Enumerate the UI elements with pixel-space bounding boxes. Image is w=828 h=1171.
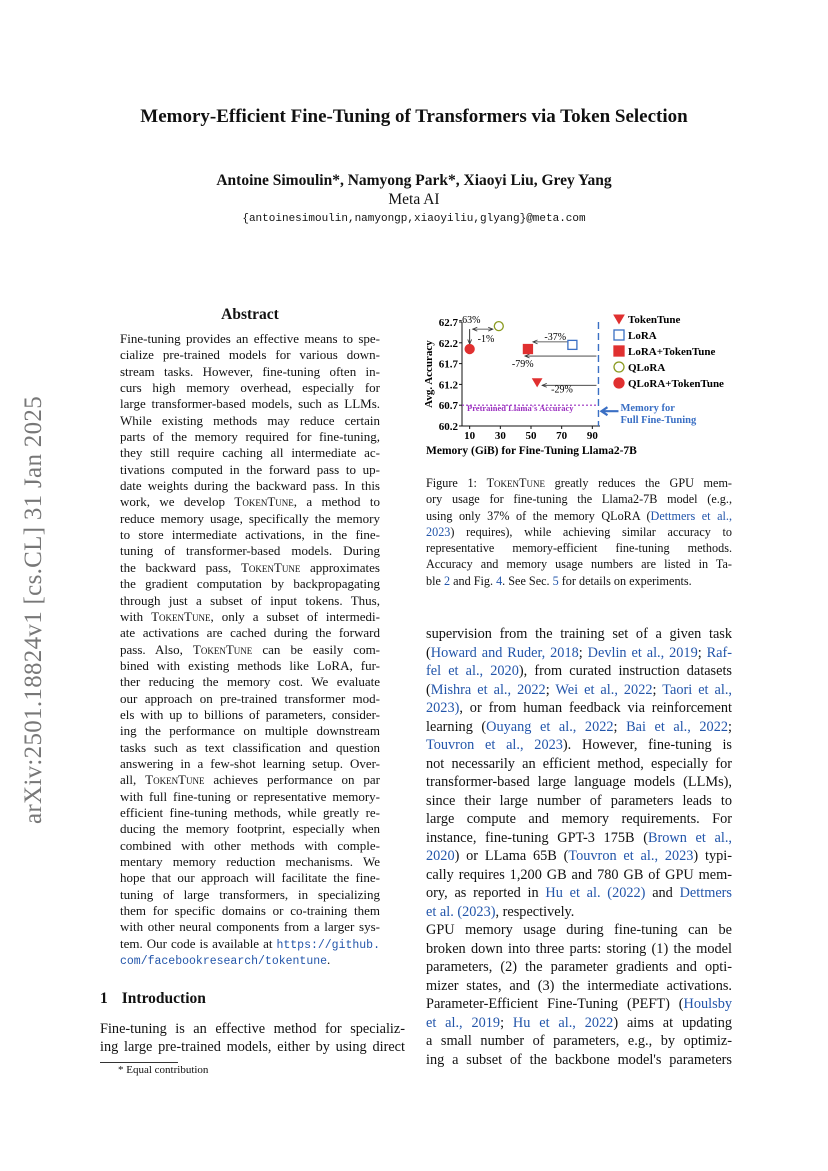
abstract-line: curs high memory overhead, especially for (120, 380, 380, 396)
arxiv-identifier: arXiv:2501.18824v1 [cs.CL] 31 Jan 2025 (20, 395, 47, 825)
reference-line-label: Pretrained Llama's Accuracy (467, 403, 574, 414)
legend-label: QLoRA+TokenTune (628, 378, 724, 390)
author-list: Antoine Simoulin*, Namyong Park*, Xiaoyi Liu, Grey Yang (216, 172, 612, 189)
paper-title: Memory-Efficient Fine-Tuning of Transformers via Token Selection (140, 106, 688, 127)
annotation-label: -63% (458, 315, 481, 327)
section-number: 1 (100, 990, 108, 1007)
legend-label: QLoRA (628, 362, 666, 374)
body-line: et al., 2019; Hu et al., 2022) aims at updating (426, 1014, 733, 1031)
abstract-line: answering in a few-shot learning setup. Over- (120, 755, 380, 771)
x-tick-label: 10 (464, 430, 476, 442)
body-line: a small number of parameters, e.g., by optimiz- (426, 1033, 732, 1049)
body-line: ing a subset of the backbone model's parameters (426, 1051, 732, 1068)
abstract-line: ducing the memory footprint, especially when (120, 821, 380, 837)
body-line: 2023), or from human feedback via reinforcement (426, 700, 732, 716)
caption-line: representative memory-efficient fine-tuning methods. (426, 541, 732, 556)
abstract-body (120, 331, 380, 968)
y-tick-label: 60.7 (438, 400, 458, 413)
abstract-line: the gradient computation by backpropagating (120, 576, 380, 592)
abstract-line: them for specific domains or co-training them (120, 903, 380, 919)
abstract-line: with other neural components from a larger sys- (120, 919, 380, 935)
body-line: Parameter-Efficient Fine-Tuning (PEFT) (Houlsby (426, 996, 732, 1012)
abstract-line: cialize pre-trained models for various down- (120, 347, 380, 363)
caption-line: using only 37% of the memory QLoRA (Dettmers et al., (426, 508, 732, 523)
abstract-line: tasks such as text classification and question (120, 739, 380, 755)
abstract-line: While existing methods may reduce certain (120, 412, 380, 428)
abstract-line: ther reducing the memory cost. We evaluate (120, 674, 380, 690)
abstract-line: tuning of transformer-based models. During (120, 543, 380, 559)
y-axis-label: Avg. Accuracy (423, 340, 435, 408)
figure-1 (420, 310, 736, 460)
abstract-line: reduce memory usage, specifically the memory (120, 510, 380, 526)
y-tick-label: 61.2 (438, 379, 458, 392)
full-finetune-arrow (601, 407, 618, 415)
abstract-line: Fine-tuning provides an effective means to spe- (120, 331, 380, 346)
abstract-line: work, we develop TokenTune, a method to (120, 494, 380, 510)
annotation-label: -79% (511, 359, 534, 371)
full-finetune-label: Full Fine-Tuning (620, 415, 697, 427)
abstract-line: stream tasks. However, fine-tuning often in- (120, 363, 380, 379)
abstract-heading: Abstract (221, 306, 279, 323)
abstract-line: to store intermediate activations, in the fine- (120, 527, 380, 543)
x-axis-label: Memory (GiB) for Fine-Tuning Llama2-7B (426, 445, 637, 457)
body-line: transformer-based large language models (LLMs), (426, 774, 732, 790)
abstract-line: pass. Also, TokenTune can be easily com- (120, 641, 381, 657)
body-line: mizer states, and (3) the intermediate activations. (426, 977, 732, 994)
body-line: cally requires 1,200 GB and 780 GB of GPU mem- (426, 866, 732, 883)
legend-marker (614, 362, 624, 372)
legend-marker (614, 330, 624, 340)
body-line: broken down into three parts: storing (1) the model (426, 940, 732, 957)
data-point-qlora (494, 322, 503, 331)
abstract-line: the backward pass, TokenTune approximates (120, 559, 380, 575)
data-point-lora (568, 340, 577, 349)
arxiv-sidebar (14, 370, 54, 850)
legend-label: TokenTune (628, 314, 681, 326)
author-emails: {antoinesimoulin,namyongp,xiaoyiliu,glyang}@meta.com (242, 213, 586, 225)
body-line: learning (Ouyang et al., 2022; Bai et al., 2022; (426, 718, 732, 735)
footnote: * Equal contribution (118, 1064, 209, 1076)
legend-label: LoRA+TokenTune (628, 346, 716, 358)
data-point-qlora-tokentune (465, 345, 474, 354)
annotation-label: -29% (551, 384, 573, 396)
abstract-line: com/facebookresearch/tokentune. (120, 952, 331, 969)
body-line: supervision from the training set of a given task (426, 626, 732, 642)
legend-label: LoRA (628, 330, 657, 342)
data-point-lora-tokentune (523, 345, 532, 354)
intro-paragraph (100, 1020, 405, 1056)
x-tick-label: 30 (494, 430, 506, 442)
annotation-label: -37% (544, 331, 567, 343)
abstract-line: parts of the memory required for fine-tuning, (120, 429, 380, 445)
body-line: since their large number of parameters leads to (426, 792, 732, 809)
abstract-line: with full fine-tuning or representative memory- (120, 788, 380, 804)
abstract-line: date weights during the backward pass. In this (120, 478, 380, 494)
x-tick-label: 90 (586, 430, 598, 442)
affiliation: Meta AI (388, 191, 440, 208)
abstract-line: tivations computed in the forward pass to up- (120, 461, 380, 477)
abstract-line: large transformer-based models, such as LLMs. (120, 396, 380, 412)
body-line: (Mishra et al., 2022; Wei et al., 2022; Taori et al., (426, 681, 732, 698)
section-heading (100, 990, 206, 1008)
abstract-line: hope that our approach will facilitate the fine- (120, 870, 380, 886)
section-title: Introduction (121, 990, 206, 1007)
abstract-line: tuning of large transformers, in specializing (120, 886, 380, 902)
legend-marker (614, 315, 624, 324)
memory-accuracy-chart (420, 310, 736, 460)
abstract-line: bined with existing methods like LoRA, fur- (120, 657, 380, 673)
intro-line: ing large pre-trained models, either by using direct (100, 1039, 405, 1056)
abstract-line: combined with other methods with comple- (120, 837, 380, 853)
body-line: not necessarily an efficient method, especially for (426, 755, 732, 772)
abstract-line: ing the performance on multiple downstream (120, 723, 380, 739)
y-tick-label: 61.7 (438, 358, 458, 371)
body-line: fel et al., 2020), from curated instruction datasets (426, 663, 732, 679)
abstract-line: with TokenTune, only a subset of intermedi- (120, 608, 380, 624)
abstract-line: through just a subset of input tokens. Thus, (120, 592, 380, 608)
body-line: 2020) or LLama 65B (Touvron et al., 2023) typi- (426, 848, 732, 864)
legend-marker (614, 346, 624, 356)
body-line: et al. (2023), respectively. (426, 903, 575, 920)
abstract-line: our approach on pre-trained transformer mod- (120, 690, 380, 706)
figure-caption (426, 475, 732, 589)
abstract-line: efficient fine-tuning methods, while greatly re- (120, 804, 380, 820)
abstract-line: tem. Our code is available at https://github. (120, 935, 380, 952)
abstract-line: els with up to billions of parameters, consider- (120, 706, 380, 722)
y-tick-label: 62.2 (438, 337, 458, 350)
full-finetune-label: Memory for (620, 403, 675, 415)
abstract-line: all, TokenTune achieves performance on par (120, 772, 381, 788)
x-tick-label: 70 (556, 430, 568, 442)
body-line: (Howard and Ruder, 2018; Devlin et al., 2019; Raf- (426, 644, 733, 661)
abstract-line: mentary memory reduction mechanisms. We (120, 854, 380, 869)
caption-line: Figure 1: TokenTune greatly reduces the GPU mem- (426, 476, 732, 490)
abstract-line: they still require caching all intermediate ac- (120, 445, 380, 461)
body-line: instance, fine-tuning GPT-3 175B (Brown et al., (426, 829, 732, 846)
abstract-line: ate activations are cached during the forward (120, 625, 380, 641)
caption-line: 2023) requires), while achieving similar accuracy to (426, 524, 732, 539)
legend-marker (614, 378, 624, 388)
footnote-rule (100, 1062, 178, 1063)
body-line: GPU memory usage during fine-tuning can be (426, 922, 732, 938)
data-point-tokentune (533, 379, 542, 387)
body-text-right (426, 625, 732, 1069)
y-tick-label: 60.2 (438, 421, 458, 433)
body-line: large compute and memory requirements. For (426, 811, 732, 827)
intro-line: Fine-tuning is an effective method for specializ- (100, 1021, 405, 1037)
caption-line: ory usage for fine-tuning the Llama2-7B model (e.g., (426, 492, 732, 507)
x-tick-label: 50 (525, 430, 537, 442)
y-tick-label: 62.7 (438, 317, 458, 329)
caption-line: Accuracy and memory usage numbers are listed in Ta- (426, 557, 732, 572)
body-line: ory, as reported in Hu et al. (2022) and Dettmers (426, 885, 732, 901)
body-line: parameters, (2) the parameter gradients and opti- (426, 959, 732, 975)
body-line: Touvron et al., 2023). However, fine-tuning is (426, 737, 732, 753)
annotation-label: -1% (477, 334, 495, 346)
caption-line: ble 2 and Fig. 4. See Sec. 5 for details on experiments. (426, 573, 692, 588)
